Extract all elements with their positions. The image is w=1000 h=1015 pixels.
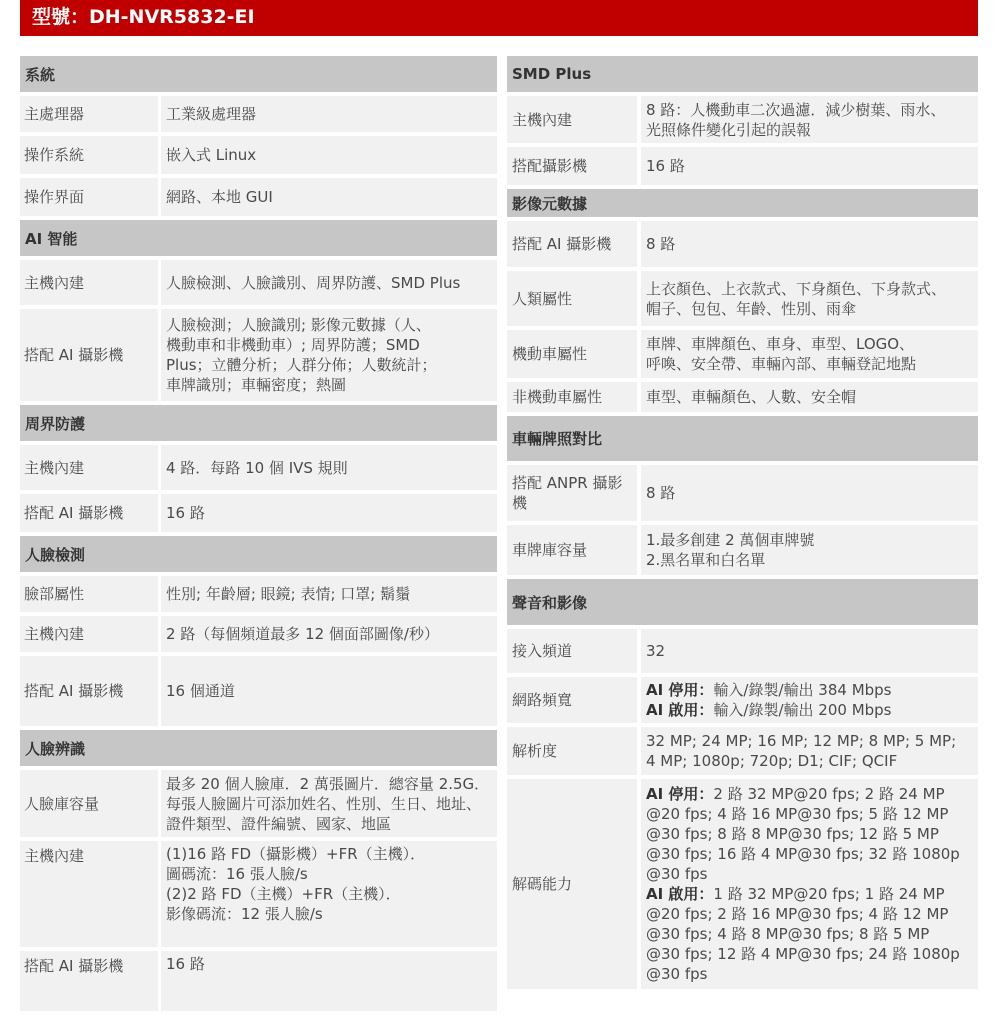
spec-label: 人類屬性 bbox=[507, 271, 637, 326]
spec-label: 操作系統 bbox=[20, 136, 158, 174]
spec-value: 上衣顏色、上衣款式、下身顏色、下身款式、 帽子、包包、年齡、性別、雨傘 bbox=[641, 271, 978, 326]
spec-value: 16 路 bbox=[161, 951, 497, 1011]
spec-row bbox=[20, 656, 497, 726]
spec-value: 車型、車輛顏色、人數、安全帽 bbox=[641, 382, 978, 412]
spec-value: (1)16 路 FD（攝影機）+FR（主機）． 圖碼流：16 張人臉/s (2)2 路 FD（主機）+FR（主機）． 影像碼流：12 張人臉/s bbox=[161, 841, 497, 947]
section-header: 周界防護 bbox=[20, 405, 497, 441]
spec-row bbox=[507, 221, 978, 267]
spec-row bbox=[507, 525, 978, 575]
section-header: 人臉辨識 bbox=[20, 730, 497, 766]
spec-row bbox=[20, 616, 497, 652]
spec-label: 主機內建 bbox=[20, 260, 158, 305]
spec-label: 主機內建 bbox=[20, 445, 158, 490]
section-header: 車輛牌照對比 bbox=[507, 416, 978, 461]
spec-value: 最多 20 個人臉庫．2 萬張圖片．總容量 2.5G． 每張人臉圖片可添加姓名、性別、生日、地址、 證件類型、證件編號、國家、地區 bbox=[161, 770, 497, 837]
spec-label: 解析度 bbox=[507, 727, 637, 775]
spec-value: 8 路 bbox=[641, 221, 978, 267]
spec-label: 操作界面 bbox=[20, 178, 158, 216]
spec-label: 主機內建 bbox=[507, 96, 637, 143]
section-header: SMD Plus bbox=[507, 56, 978, 92]
spec-value: 人臉檢測；人臉識別; 影像元數據（人、 機動車和非機動車）; 周界防護；SMD Plus；立體分析；人群分佈；人數統計； 車牌識別；車輛密度；熱圖 bbox=[161, 309, 497, 401]
spec-row bbox=[507, 465, 978, 521]
spec-value: 網路、本地 GUI bbox=[161, 178, 497, 216]
spec-row bbox=[507, 382, 978, 412]
section-header: 系統 bbox=[20, 56, 497, 92]
spec-label: 非機動車屬性 bbox=[507, 382, 637, 412]
spec-value: 嵌入式 Linux bbox=[161, 136, 497, 174]
spec-table-left bbox=[20, 56, 497, 1015]
spec-row bbox=[20, 96, 497, 132]
spec-label: 人臉庫容量 bbox=[20, 770, 158, 837]
spec-value: 16 個通道 bbox=[161, 656, 497, 726]
spec-label: 搭配 AI 攝影機 bbox=[20, 309, 158, 401]
spec-label: 主機內建 bbox=[20, 841, 158, 947]
spec-label: 搭配 AI 攝影機 bbox=[507, 221, 637, 267]
model-title-bar: 型號：DH-NVR5832-EI bbox=[20, 0, 978, 36]
spec-value: 16 路 bbox=[161, 494, 497, 532]
spec-label: 搭配 AI 攝影機 bbox=[20, 494, 158, 532]
spec-row bbox=[20, 309, 497, 401]
spec-label: 搭配 ANPR 攝影機 bbox=[507, 465, 637, 521]
spec-label: 解碼能力 bbox=[507, 779, 637, 989]
spec-label: 車牌庫容量 bbox=[507, 525, 637, 575]
spec-table-right bbox=[507, 56, 978, 993]
spec-row bbox=[20, 445, 497, 490]
spec-row bbox=[507, 330, 978, 378]
spec-value: 4 路．每路 10 個 IVS 規則 bbox=[161, 445, 497, 490]
spec-label: 臉部屬性 bbox=[20, 576, 158, 612]
spec-label: 機動車屬性 bbox=[507, 330, 637, 378]
spec-label: 網路頻寬 bbox=[507, 677, 637, 723]
spec-label: 主機內建 bbox=[20, 616, 158, 652]
spec-row bbox=[20, 576, 497, 612]
spec-row bbox=[20, 260, 497, 305]
spec-row bbox=[20, 841, 497, 947]
spec-row bbox=[507, 96, 978, 143]
spec-value: 32 MP; 24 MP; 16 MP; 12 MP; 8 MP; 5 MP; 4 MP; 1080p; 720p; D1; CIF; QCIF bbox=[641, 727, 978, 775]
spec-value: 32 bbox=[641, 629, 978, 673]
spec-value: 1.最多創建 2 萬個車牌號 2.黑名單和白名單 bbox=[641, 525, 978, 575]
spec-value: 2 路（每個頻道最多 12 個面部圖像/秒） bbox=[161, 616, 497, 652]
spec-row bbox=[507, 271, 978, 326]
spec-value: 性別; 年齡層; 眼鏡; 表情; 口罩; 鬍鬚 bbox=[161, 576, 497, 612]
spec-value: 工業級處理器 bbox=[161, 96, 497, 132]
spec-row bbox=[507, 629, 978, 673]
spec-row bbox=[507, 677, 978, 723]
spec-value: 車牌、車牌顏色、車身、車型、LOGO、 呼喚、安全帶、車輛內部、車輛登記地點 bbox=[641, 330, 978, 378]
spec-label: 搭配 AI 攝影機 bbox=[20, 951, 158, 1011]
section-header: 影像元數據 bbox=[507, 189, 978, 217]
spec-label: 主處理器 bbox=[20, 96, 158, 132]
spec-row bbox=[20, 136, 497, 174]
spec-row bbox=[20, 178, 497, 216]
section-header: 聲音和影像 bbox=[507, 579, 978, 625]
spec-label: 接入頻道 bbox=[507, 629, 637, 673]
section-header: 人臉檢測 bbox=[20, 536, 497, 572]
section-header: AI 智能 bbox=[20, 220, 497, 256]
spec-row bbox=[20, 951, 497, 1011]
spec-value: 8 路：人機動車二次過濾．減少樹葉、雨水、 光照條件變化引起的誤報 bbox=[641, 96, 978, 143]
spec-row bbox=[507, 779, 978, 989]
spec-value: AI 停用：2 路 32 MP@20 fps; 2 路 24 MP @20 fps; 4 路 16 MP@30 fps; 5 路 12 MP @30 fps; 8 路 8 MP@30 fps; 12 路 5 MP @30 fps; 16 路 4 MP@30 fps; 32 路 1080p @30 fps AI 啟用：1 路 32 MP@20 fps; 1 路 24 MP @20 fps; 2 路 16 MP@30 fps; 4 路 12 MP @30 fps; 4 路 8 MP@30 fps; 8 路 5 MP @30 fps; 12 路 4 MP@30 fps; 24 路 1080p @30 fps bbox=[641, 779, 978, 989]
spec-row bbox=[20, 770, 497, 837]
spec-row bbox=[507, 727, 978, 775]
spec-value: 16 路 bbox=[641, 147, 978, 185]
spec-value: 8 路 bbox=[641, 465, 978, 521]
spec-row bbox=[507, 147, 978, 185]
spec-label: 搭配攝影機 bbox=[507, 147, 637, 185]
spec-value: AI 停用：輸入/錄製/輸出 384 Mbps AI 啟用：輸入/錄製/輸出 200 Mbps bbox=[641, 677, 978, 723]
spec-value: 人臉檢測、人臉識別、周界防護、SMD Plus bbox=[161, 260, 497, 305]
spec-label: 搭配 AI 攝影機 bbox=[20, 656, 158, 726]
spec-row bbox=[20, 494, 497, 532]
